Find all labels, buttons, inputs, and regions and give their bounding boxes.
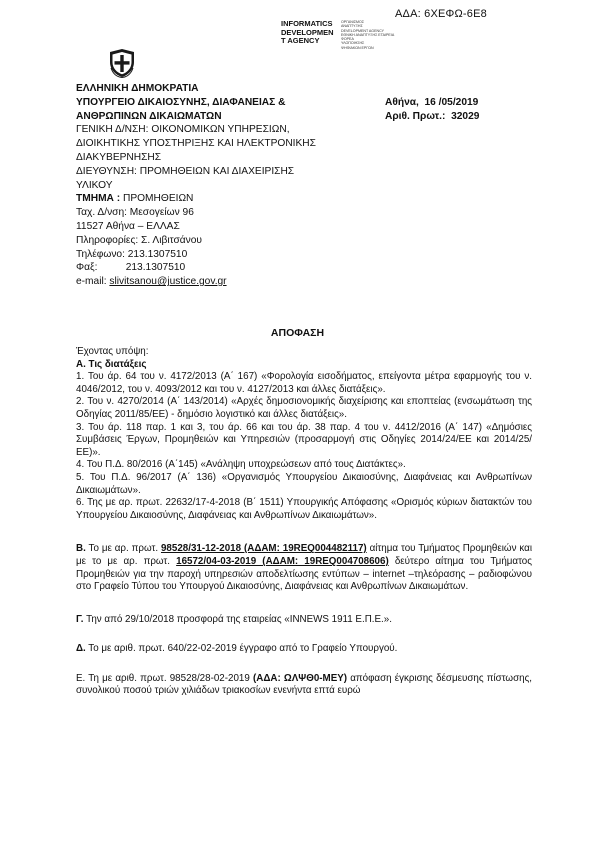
general-directorate-line-1: ΓΕΝΙΚΗ Δ/ΝΣΗ: ΟΙΚΟΝΟΜΙΚΩΝ ΥΠΗΡΕΣΙΩΝ, [76,124,290,136]
sender-block [76,82,321,289]
section-c-label: Γ. [76,613,84,625]
provision-5: 5. Του Π.Δ. 96/2017 (Α΄ 136) «Οργανισμός Υπουργείου Δικαιοσύνης, Διαφάνειας και Ανθρωπίνων Δικαιωμάτων». [76,471,532,496]
address-line-2: 11527 Αθήνα – ΕΛΛΑΣ [76,220,180,232]
general-directorate-line-3: ΔΙΑΚΥΒΕΡΝΗΣΗΣ [76,151,162,163]
email-line [76,275,321,289]
department-line [76,192,321,206]
department-value: ΠΡΟΜΗΘΕΙΩΝ [120,193,194,205]
section-b-text-3: δεύτερο αίτημα του Τμήματος Προμηθειών για την παροχή υπηρεσιών αποδελτίωσης εντύπων – internet –τηλεόρασης – ραδιοφώνου στο Γραφείο Τύπου του Υπουργού Δικαιοσύνης, Διαφάνειας και Ανθρωπίνων Δικαιωμάτων. [76,555,532,593]
section-b-text-2: αίτημα του Τμήματος Προμηθειών και με το με αρ. πρωτ. [76,543,532,567]
logo-small-line: ΟΡΓΑΝΙΣΜΟΣ [341,20,365,24]
section-d-label: Δ. [76,643,86,655]
provision-6: 6. Της με αρ. πρωτ. 22632/17-4-2018 (Β΄ 1511) Υπουργικής Απόφασης «Ορισμός κύριων διατακτών του Υπουργείου Δικαιοσύνης, Διαφάνειας και Ανθρωπίνων Δικαιωμάτων». [76,497,532,521]
logo-line: T AGENCY [281,36,320,46]
fax-line: Φαξ: 213.1307510 [76,262,186,274]
provision-2: 2. Του ν. 4270/2014 (Α΄ 143/2014) «Αρχές δημοσιονομικής διαχείρισης και εποπτείας (ενσωμάτωση της Οδηγίας 2011/85/ΕΕ) - δημόσιο λογιστικό και άλλες διατάξεις». [76,396,532,420]
logo-small-line: ΥΛΟΠΟΙΗΣΗΣ [341,41,365,46]
logo-small-line: ΦΟΡΕΑ [341,37,354,42]
email-label: e-mail: [76,276,110,288]
logo-small-line: DEVELOPMENT AGENCY [341,28,385,33]
section-c-text: Την από 29/10/2018 προσφορά της εταιρείας «INNEWS 1911 Ε.Π.Ε.». [83,613,392,625]
reference-block [385,96,479,124]
logo-line: INFORMATICS [281,19,333,28]
agency-logo-subtext [341,20,394,50]
page-title: ΑΠΟΦΑΣΗ [270,327,325,339]
agency-logo-text [281,20,334,46]
section-c [76,614,532,627]
section-e-ref: (ΑΔΑ: ΩΛΨΘ0-ΜΕΥ) [252,672,348,684]
provision-3: 3. Του άρ. 118 παρ. 1 και 3, του άρ. 66 και του άρ. 38 παρ. 4 του ν. 4412/2016 (Α΄ 147) «Δημόσιες Συμβάσεις Έργων, Προμηθειών και Υπηρεσιών (προσαρμογή στις Οδηγίες 2014/24/ΕΕ και 2014/25/ΕΕ)». [76,421,532,458]
section-b-label: Β. [76,543,86,555]
department-label: ΤΜΗΜΑ : [76,193,121,205]
section-b-text-1: Το με αρ. πρωτ. [85,543,161,555]
directorate-line-1: ΔΙΕΥΘΥΝΣΗ: ΠΡΟΜΗΘΕΙΩΝ ΚΑΙ ΔΙΑΧΕΙΡΙΣΗΣ [76,165,295,177]
provision-4: 4. Του Π.Δ. 80/2016 (Α΄145) «Ανάληψη υποχρεώσεων από τους Διατάκτες». [76,459,406,471]
email-link[interactable]: slivitsanou@justice.gov.gr [109,276,227,288]
having-heading: Έχοντας υπόψη: [76,346,149,357]
section-d [76,643,532,656]
info-line: Πληροφορίες: Σ. Λιβιτσάνου [76,234,202,246]
section-d-text: Το με αριθ. πρωτ. 640/22-02-2019 έγγραφο από το Γραφείο Υπουργού. [85,643,398,655]
republic-heading: ΕΛΛΗΝΙΚΗ ΔΗΜΟΚΡΑΤΙΑ [76,83,199,94]
ministry-line-2: ΑΝΘΡΩΠΙΝΩΝ ΔΙΚΑΙΩΜΑΤΩΝ [76,110,222,122]
section-e-text-2: απόφαση έγκρισης δέσμευσης πίστωσης, συνολικού ποσού τριών χιλιάδων τριακοσίων ενενήντα επτά ευρώ [76,672,533,697]
section-b-ref-1: 98528/31-12-2018 (ΑΔΑΜ: 19REQ004482117) [160,543,367,555]
greek-emblem-icon [107,48,137,78]
logo-small-line: ΨΗΦΙΑΚΩΝ ΕΡΓΩΝ [341,45,374,50]
ada-code: ΑΔΑ: 6ΧΕΦΩ-6Ε8 [395,8,487,20]
provision-1: 1. Του άρ. 64 του ν. 4172/2013 (Α΄ 167) «Φορολογία εισοδήματος, επείγοντα μέτρα εφαρμογής του ν. 4046/2012, του ν. 4093/2012 και του ν. 4127/2013 και άλλες διατάξεις». [76,371,532,395]
address-line-1: Ταχ. Δ/νση: Μεσογείων 96 [76,207,194,219]
logo-small-line: ΕΘΝΙΚΗ ΑΝΑΠΤΥΞΗΣ ΕΤΑΙΡΕΙΑ [341,32,395,37]
section-b [76,543,532,593]
logo-small-line: ΑΝΑΠΤΥΞΗΣ [341,24,363,29]
section-b-ref-2: 16572/04-03-2019 (ΑΔΑΜ: 19REQ004708606) [176,555,389,567]
protocol-line: Αριθ. Πρωτ.: 32029 [385,111,480,122]
section-e-text-1: Ε. Τη με αριθ. πρωτ. 98528/28-02-2019 [76,672,253,684]
decision-body [76,346,532,698]
section-e [76,673,532,698]
ministry-line-1: ΥΠΟΥΡΓΕΙΟ ΔΙΚΑΙΟΣΥΝΗΣ, ΔΙΑΦΑΝΕΙΑΣ & [76,96,286,108]
date-line: Αθήνα, 16 /05/2019 [385,97,479,108]
section-a-heading: Α. Τις διατάξεις [76,358,147,370]
general-directorate-line-2: ΔΙΟΙΚΗΤΙΚΗΣ ΥΠΟΣΤΗΡΙΞΗΣ ΚΑΙ ΗΛΕΚΤΡΟΝΙΚΗΣ [76,138,316,150]
directorate-line-2: ΥΛΙΚΟΥ [76,179,113,191]
logo-line: DEVELOPMEN [281,27,334,37]
phone-line: Τηλέφωνο: 213.1307510 [76,248,188,260]
